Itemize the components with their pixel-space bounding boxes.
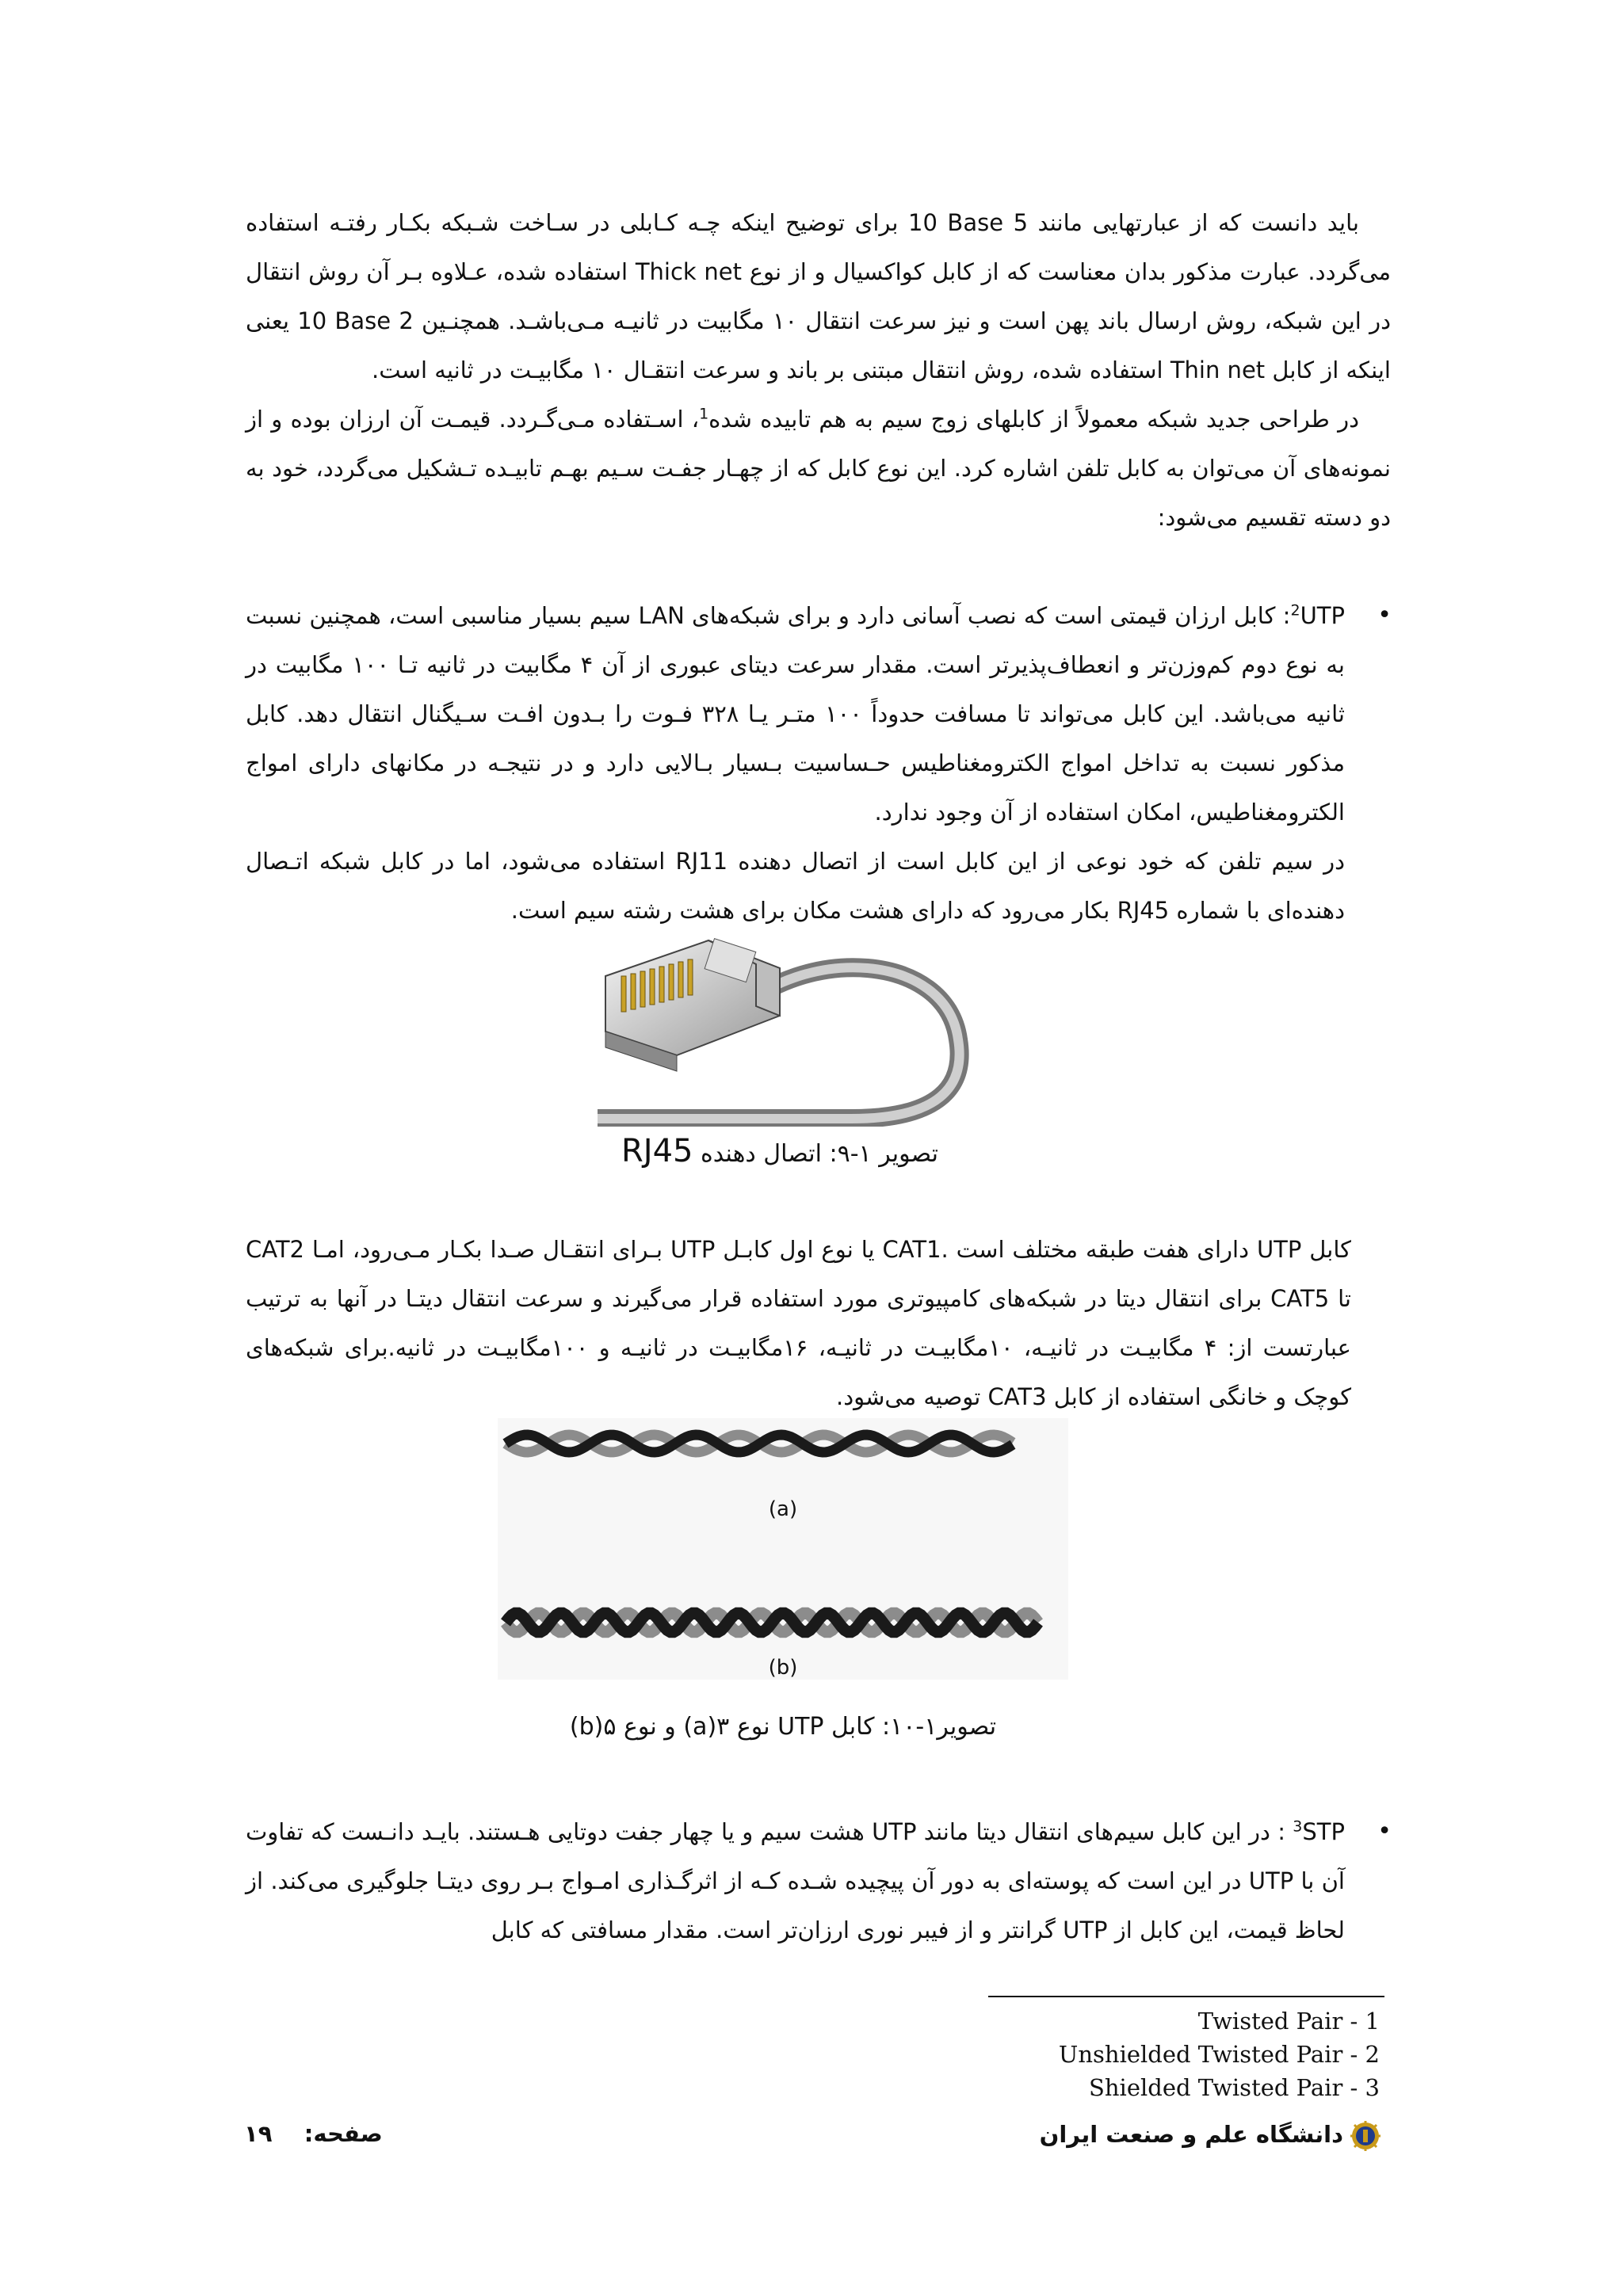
latin-term: CAT2 — [246, 1236, 305, 1263]
text-run: گرانتر و از فیبر نوری ارزان‌تر است. مقدار مسافتی که کابل — [491, 1917, 1064, 1943]
rj45-connector-image — [598, 929, 970, 1127]
footnote-ref: 3 — [1293, 1817, 1303, 1836]
paragraph-twisted-pair — [246, 395, 1391, 542]
text-run: تا — [1329, 1285, 1351, 1312]
latin-term: RJ11 — [675, 848, 728, 875]
text-run: استفاده شده، روش انتقال مبتنی بر باند و سرعت انتقـال ۱۰ مگابیـت در ثانیه است. — [372, 357, 1170, 383]
text-run: توصیه می‌شود. — [835, 1383, 988, 1410]
footnote-ref: 1 — [699, 405, 709, 423]
figure1-caption-prefix: تصویر ۱-۹: اتصال دهنده — [693, 1140, 938, 1168]
text-run: برای توضیح اینکه چـه کـابلی در سـاخت شـبکه بکـار رفتـه استفاده می‌گردد. عبارت مذکور بدان معناست که از کابل کواکسیال و از نوع — [246, 209, 1391, 285]
text-run: در این است که پوسته‌ای به دور آن پیچیده شـده کـه از اثرگـذاری امـواج بـر روی دیتـا جلوگیری می‌کند. از لحاظ قیمت، این کابل از — [246, 1867, 1345, 1943]
figure2-caption: تصویر۱-۱۰: کابل UTP نوع ۳(a) و نوع ۵(b) — [569, 1713, 997, 1741]
footer-page-number — [244, 2120, 383, 2147]
text-run: یعنی اینکه از کابل — [246, 307, 1391, 383]
latin-term: UTP — [1063, 1917, 1108, 1943]
footer-university — [1040, 2120, 1381, 2152]
latin-term: Thick net — [635, 258, 743, 285]
text-run: در طراحی جدید شبکه معمولاً از کابلهای زوج سیم به هم تابیده شده — [708, 406, 1359, 433]
bullet-utp — [246, 591, 1391, 837]
text-run: بـرای انتقـال صـدا بکـار مـی‌رود، امـا — [304, 1236, 670, 1263]
university-logo-icon — [1350, 2120, 1381, 2152]
latin-term: LAN — [638, 602, 685, 629]
latin-term: CAT1 — [882, 1236, 941, 1263]
text-run: برای انتقال دیتا در شبکه‌های کامپیوتری مورد استفاده قرار می‌گیرند و سرعت انتقال دیتـا در آنها به ترتیب عبارتست از: ۴ مگابیـت در ثانیـه، ۱۰مگابیـت در ثانیـه، ۱۶مگابیـت در ثانیـه و ۱۰۰مگابیـت در ثانیه.برای شبکه‌های کوچک و خانگی استفاده از کابل — [246, 1285, 1351, 1410]
text-run: ، اسـتفاده مـی‌گـردد. قیمـت آن ارزان بوده و از نمونه‌های آن می‌توان به کابل تلفن اشاره کرد. این نوع کابل که از چهـار جفـت سـیم بهـم تابیـده تـشکیل می‌گردد، خود به دو دسته تقسیم می‌شود: — [246, 406, 1391, 531]
rj45-connector-drawing — [598, 929, 970, 1127]
text-run: استفاده شده، عـلاوه بـر آن روش انتقال در این شبکه، روش ارسال باند پهن است و نیز سرعت انتقال ۱۰ مگابیت در ثانیـه مـی‌باشـد. همچنـین — [246, 258, 1392, 334]
page-label: صفحه: — [304, 2120, 383, 2147]
twisted-pair-image — [498, 1418, 1068, 1680]
latin-term: UTP — [872, 1818, 917, 1845]
figure1-caption — [613, 1133, 946, 1169]
latin-term: UTP — [1248, 1867, 1294, 1894]
text-run: یا نوع اول کابـل — [715, 1236, 883, 1263]
university-name: دانشگاه علم و صنعت ایران — [1039, 2121, 1343, 2148]
latin-term: UTP — [1256, 1236, 1302, 1263]
figure1-caption-code: RJ45 — [621, 1133, 693, 1169]
paragraph-10base — [246, 198, 1391, 395]
text-run: : در این کابل سیم‌های انتقال دیتا مانند — [916, 1818, 1293, 1845]
bullet-marker: • — [1377, 601, 1392, 629]
footnotes — [1059, 2004, 1380, 2104]
page-number: ۱۹ — [244, 2120, 273, 2147]
footnote-1: Twisted Pair - 1 — [1197, 2008, 1380, 2035]
text-run: باید دانست که از عبارتهایی مانند — [1028, 209, 1359, 236]
latin-term: 10 Base 5 — [908, 209, 1029, 236]
rj11-section — [246, 837, 1391, 935]
latin-term: UTP — [670, 1236, 716, 1263]
text-run: سیم بسیار مناسبی است، همچنین نسبت به نوع دوم کم‌وزن‌تر و انعطاف‌پذیرتر است. مقدار سرعت دیتای عبوری از آن ۴ مگابیت در ثانیه تـا ۱۰۰ مگابیت در ثانیه می‌باشد. این کابل می‌تواند تا مسافت حدوداً ۱۰۰ متـر یـا ۳۲۸ فـوت را بـدون افـت سـیگنال انتقال دهد. کابل مذکور نسبت به تداخل امواج الکترومغناطیس حـساسیت بـسیار بـالایی دارد و در نتیجـه در مکانهای دارای امواج الکترومغناطیس، امکان استفاده از آن وجود ندارد. — [246, 602, 1345, 826]
text-run: هشت سیم و یا چهار جفت دوتایی هـستند. بایـد دانـست که تفاوت آن با — [246, 1818, 1345, 1894]
latin-term: CAT5 — [1270, 1285, 1330, 1312]
bullet-marker: • — [1377, 1817, 1392, 1845]
figure2-label-b: (b) — [768, 1656, 798, 1680]
latin-term: STP — [1302, 1818, 1346, 1845]
text-run: دارای هفت طبقه مختلف است . — [941, 1236, 1257, 1263]
footnote-ref: 2 — [1290, 601, 1300, 620]
latin-term: CAT3 — [987, 1383, 1047, 1410]
text-run: کابل — [1301, 1236, 1351, 1263]
text-run: در سیم تلفن که خود نوعی از این کابل است از اتصال دهنده — [727, 848, 1345, 875]
footnote-separator — [988, 1996, 1384, 1997]
footnote-2: Unshielded Twisted Pair - 2 — [1058, 2041, 1380, 2068]
utp-text — [246, 591, 1345, 837]
paragraph-cat — [246, 1225, 1351, 1421]
latin-term: UTP — [1300, 602, 1345, 629]
twisted-pair-drawing — [498, 1418, 1068, 1680]
latin-term: RJ45 — [1117, 897, 1170, 924]
cat-section — [246, 1225, 1351, 1421]
bullet-stp — [246, 1807, 1391, 1955]
latin-term: 10 Base 2 — [297, 307, 414, 334]
footnote-3: Shielded Twisted Pair - 3 — [1089, 2074, 1380, 2101]
paragraph-rj11 — [246, 837, 1345, 935]
text-run: بکار می‌رود که دارای هشت مکان برای هشت رشته سیم است. — [510, 897, 1117, 924]
text-run: : کابل ارزان قیمتی است که نصب آسانی دارد و برای شبکه‌های — [684, 602, 1291, 629]
text-run: استفاده می‌شود، اما در کابل شبکه اتـصال دهنده‌ای با شماره — [246, 848, 1345, 924]
intro-section — [246, 198, 1391, 542]
figure2-label-a: (a) — [768, 1497, 798, 1521]
stp-text — [246, 1807, 1345, 1955]
latin-term: Thin net — [1170, 357, 1266, 383]
